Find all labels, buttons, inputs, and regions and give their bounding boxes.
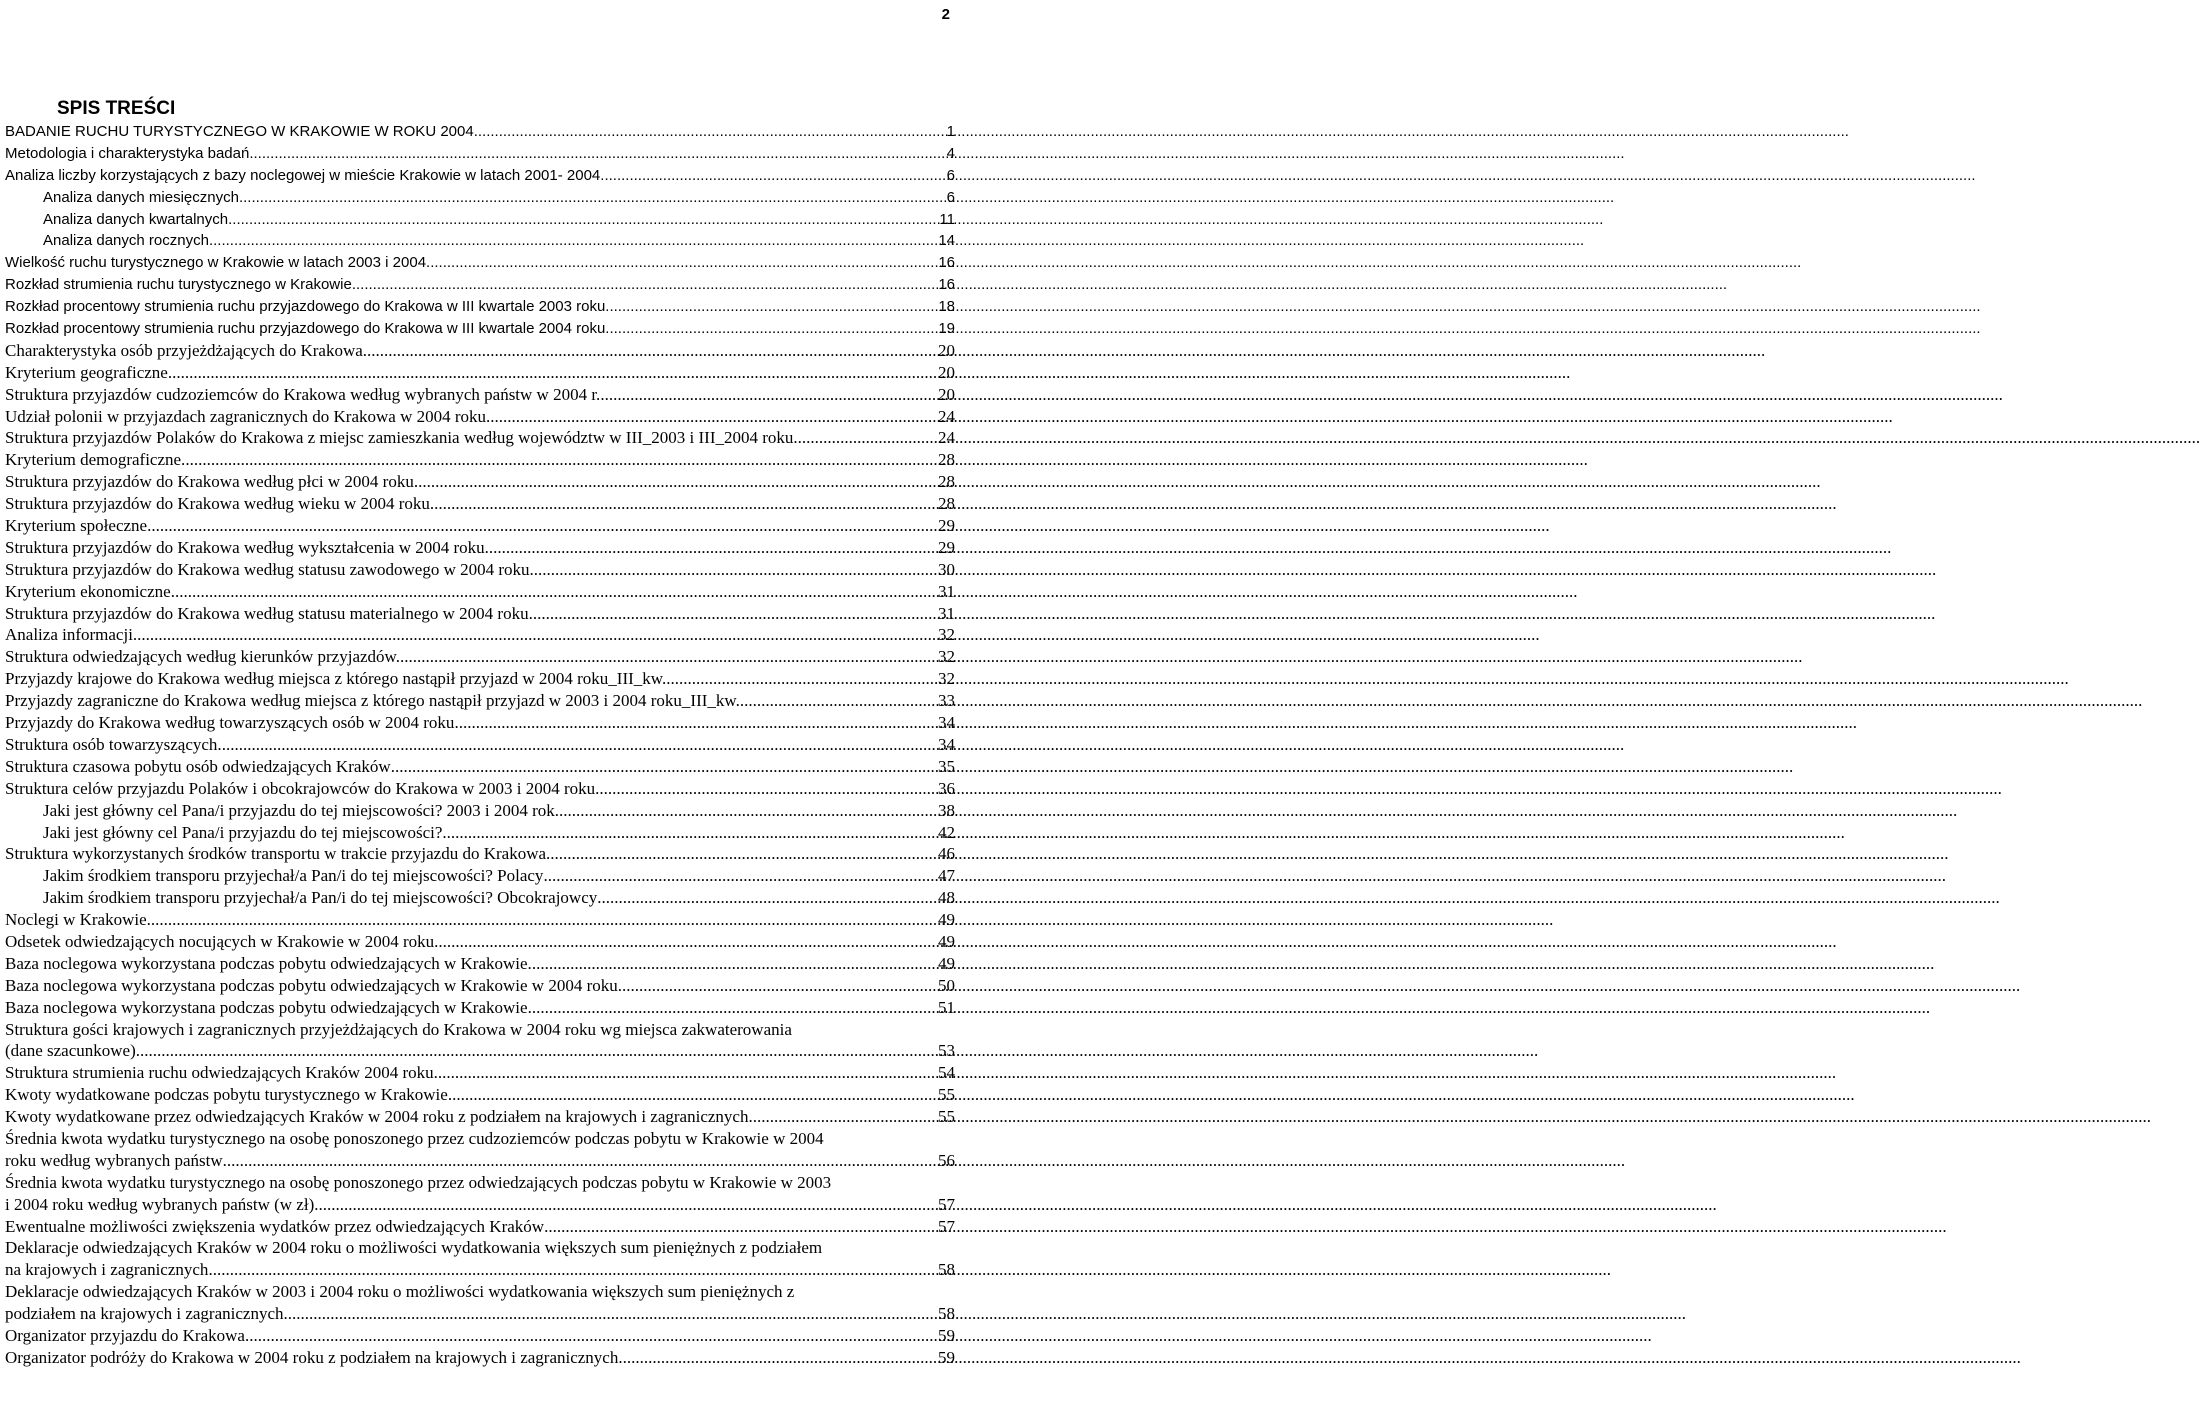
dot-leader <box>208 1259 938 1281</box>
dot-leader <box>597 887 938 909</box>
toc-entry[interactable] <box>5 209 955 231</box>
toc-entry[interactable] <box>5 537 955 559</box>
toc-entry[interactable] <box>5 997 955 1019</box>
toc-entry-text: Struktura gości krajowych i zagranicznych przyjeżdżających do Krakowa w 2004 roku wg miejsca zakwaterowania <box>5 1019 792 1039</box>
toc-entry-text: Baza noclegowa wykorzystana podczas pobytu odwiedzających w Krakowie <box>5 997 528 1017</box>
dot-leader <box>239 187 947 209</box>
dot-leader <box>528 997 938 1019</box>
dot-leader <box>434 1062 938 1084</box>
toc-entry-page-number: 57 <box>938 1216 955 1236</box>
toc-entry-text: Struktura przyjazdów do Krakowa według statusu materialnego w 2004 roku. <box>5 603 533 623</box>
toc-entry-text: Udział polonii w przyjazdach zagranicznych do Krakowa w 2004 roku. <box>5 406 491 426</box>
toc-entry[interactable] <box>5 975 955 997</box>
toc-entry-page-number: 55 <box>938 1107 955 1127</box>
dot-leader <box>209 230 938 252</box>
toc-entry-page-number: 35 <box>938 756 955 776</box>
toc-entry-text: Struktura przyjazdów do Krakowa według statusu zawodowego w 2004 roku. <box>5 559 534 579</box>
dot-leader <box>442 822 938 844</box>
toc-entry-text: Struktura wykorzystanych środków transportu w trakcie przyjazdu do Krakowa <box>5 844 547 864</box>
toc-entry-page-number: 33 <box>938 691 955 711</box>
toc-entry-text: Jaki jest główny cel Pana/i przyjazdu do tej miejscowości? 2003 i 2004 rok <box>43 800 555 820</box>
toc-entry[interactable] <box>5 406 955 428</box>
toc-entry[interactable] <box>5 121 955 143</box>
toc-entry-text: Rozkład strumienia ruchu turystycznego w Krakowie <box>5 276 352 294</box>
toc-entry-text: Przyjazdy krajowe do Krakowa według miejsca z którego nastąpił przyjazd w 2004 roku_III_kw. <box>5 669 667 689</box>
dot-leader <box>137 624 938 646</box>
toc-entry[interactable] <box>5 690 955 712</box>
toc-entry-page-number: 31 <box>938 603 955 623</box>
dot-leader <box>452 1084 938 1106</box>
toc-entry[interactable] <box>5 822 955 844</box>
dot-leader <box>544 1216 938 1238</box>
toc-entry[interactable] <box>5 340 955 362</box>
toc-entry-page-number: 32 <box>938 669 955 689</box>
toc-entry-page-number: 6 <box>946 166 955 184</box>
toc-entry-text: Analiza liczby korzystających z bazy noclegowej w mieście Krakowie w latach 2001- 2004 <box>5 166 601 184</box>
toc-entry[interactable] <box>5 931 955 953</box>
toc-entry[interactable] <box>5 230 955 252</box>
dot-leader <box>283 1303 938 1325</box>
toc-entry-text: podziałem na krajowych i zagranicznych <box>5 1304 284 1324</box>
toc-entry-text: Deklaracje odwiedzających Kraków w 2003 i 2004 roku o możliwości wydatkowania większych sum pieniężnych z <box>5 1282 795 1302</box>
toc-entry-text: Kryterium ekonomiczne. <box>5 581 175 601</box>
toc-entry[interactable] <box>5 384 955 406</box>
toc-entry-page-number: 46 <box>938 844 955 864</box>
dot-leader <box>400 646 938 668</box>
toc-entry-text: Analiza danych miesięcznych <box>43 188 239 206</box>
dot-leader <box>605 318 938 340</box>
toc-entry-page-number: 42 <box>938 822 955 842</box>
dot-leader <box>600 165 946 187</box>
dot-leader <box>147 515 938 537</box>
toc-entry[interactable] <box>5 559 955 581</box>
toc-entry[interactable] <box>5 624 955 646</box>
toc-entry-text: Kryterium społeczne <box>5 516 148 536</box>
toc-entry-page-number: 30 <box>938 559 955 579</box>
dot-leader <box>175 581 938 603</box>
toc-entry-text: Metodologia i charakterystyka badań <box>5 144 250 162</box>
dot-leader <box>434 931 938 953</box>
toc-entry-page-number: 49 <box>938 910 955 930</box>
dot-leader <box>418 471 938 493</box>
toc-entry-text: Kwoty wydatkowane podczas pobytu turystycznego w Krakowie. <box>5 1085 453 1105</box>
dot-leader <box>185 449 938 471</box>
dot-leader <box>228 209 939 231</box>
toc-entry-page-number: 16 <box>938 254 955 272</box>
toc-entry[interactable] <box>5 362 955 384</box>
dot-leader <box>391 756 938 778</box>
toc-entry-page-number: 6 <box>946 188 955 206</box>
toc-entry[interactable] <box>5 712 955 734</box>
dot-leader <box>740 690 938 712</box>
toc-entry-text: Baza noclegowa wykorzystana podczas pobytu odwiedzających w Krakowie. <box>5 953 532 973</box>
toc-entry-page-number: 34 <box>938 734 955 754</box>
dot-leader <box>599 778 938 800</box>
toc-entry-page-number: 55 <box>938 1085 955 1105</box>
toc-entry-text: Struktura celów przyjazdu Polaków i obcokrajowców do Krakowa w 2003 i 2004 roku. <box>5 778 600 798</box>
toc-entry-text: Deklaracje odwiedzających Kraków w 2004 roku o możliwości wydatkowania większych sum pieniężnych z podziałem <box>5 1238 823 1258</box>
toc-entry-page-number: 32 <box>938 625 955 645</box>
toc-entry-text: Ewentualne możliwości zwiększenia wydatków przez odwiedzających Kraków <box>5 1216 545 1236</box>
toc-entry-page-number: 34 <box>938 713 955 733</box>
dot-leader <box>352 274 939 296</box>
toc-entry-text: Charakterystyka osób przyjeżdżających do Krakowa <box>5 340 363 360</box>
dot-leader <box>618 975 938 997</box>
toc-entry-page-number: 29 <box>938 516 955 536</box>
dot-leader <box>533 603 938 625</box>
toc-entry-page-number: 24 <box>938 406 955 426</box>
toc-entry[interactable] <box>5 252 955 274</box>
toc-entry[interactable] <box>5 603 955 625</box>
toc-entry-text: Struktura osób towarzyszących. <box>5 734 222 754</box>
toc-entry-text: Jaki jest główny cel Pana/i przyjazdu do tej miejscowości? <box>43 822 443 842</box>
toc-entry-page-number: 28 <box>938 450 955 470</box>
toc-entry[interactable] <box>5 646 955 668</box>
toc-entry-page-number: 36 <box>938 778 955 798</box>
toc-entry-text: Kwoty wydatkowane przez odwiedzających Kraków w 2004 roku z podziałem na krajowych i zagranicznych <box>5 1107 749 1127</box>
toc-entry-page-number: 59 <box>938 1347 955 1367</box>
toc-entry-page-number: 28 <box>938 472 955 492</box>
toc-entry[interactable] <box>5 778 955 800</box>
table-of-contents <box>5 121 955 1369</box>
toc-entry-page-number: 59 <box>938 1325 955 1345</box>
dot-leader <box>600 384 938 406</box>
dot-leader <box>136 1040 938 1062</box>
toc-entry-text: Kryterium geograficzne <box>5 362 168 382</box>
toc-entry-text: Rozkład procentowy strumienia ruchu przyjazdowego do Krakowa w III kwartale 2004 roku <box>5 320 606 338</box>
toc-entry[interactable] <box>5 887 955 909</box>
toc-entry[interactable] <box>5 296 955 318</box>
dot-leader <box>474 121 947 143</box>
toc-entry[interactable] <box>5 756 955 778</box>
toc-entry[interactable] <box>5 953 955 975</box>
toc-entry-first-line <box>5 1281 955 1303</box>
toc-entry[interactable] <box>5 143 955 165</box>
toc-entry-page-number: 11 <box>939 210 955 228</box>
toc-entry-first-line <box>5 1128 955 1150</box>
toc-entry-text: Struktura przyjazdów do Krakowa według płci w 2004 roku. <box>5 472 419 492</box>
dot-leader <box>534 559 938 581</box>
toc-entry[interactable] <box>5 274 955 296</box>
toc-entry-text: Struktura przyjazdów do Krakowa według wykształcenia w 2004 roku. <box>5 537 489 557</box>
toc-entry-text: Odsetek odwiedzających nocujących w Krakowie w 2004 roku <box>5 931 435 951</box>
dot-leader <box>314 1194 938 1216</box>
toc-entry-text: Jakim środkiem transporu przyjechał/a Pan/i do tej miejscowości? Polacy <box>43 866 544 886</box>
dot-leader <box>666 668 938 690</box>
toc-entry-page-number: 50 <box>938 975 955 995</box>
toc-entry-page-number: 29 <box>938 537 955 557</box>
toc-entry-page-number: 38 <box>938 800 955 820</box>
toc-entry[interactable] <box>5 734 955 756</box>
toc-entry[interactable] <box>5 515 955 537</box>
toc-entry-text: Struktura strumienia ruchu odwiedzających Kraków 2004 roku <box>5 1063 434 1083</box>
toc-entry-text: Rozkład procentowy strumienia ruchu przyjazdowego do Krakowa w III kwartale 2003 roku <box>5 298 606 316</box>
dot-leader <box>605 296 938 318</box>
toc-entry-text: Analiza danych rocznych <box>43 232 209 250</box>
dot-leader <box>555 800 938 822</box>
toc-entry-text: Organizator przyjazdu do Krakowa. <box>5 1325 250 1345</box>
toc-entry-page-number: 14 <box>938 232 955 250</box>
toc-entry-text: (dane szacunkowe) <box>5 1041 136 1061</box>
toc-entry-text: i 2004 roku według wybranych państw (w zł) <box>5 1194 315 1214</box>
dot-leader <box>223 1150 938 1172</box>
toc-entry[interactable] <box>5 1303 955 1325</box>
toc-entry-page-number: 47 <box>938 866 955 886</box>
toc-entry-page-number: 18 <box>938 298 955 316</box>
toc-entry-text: Struktura przyjazdów do Krakowa według wieku w 2004 roku. <box>5 494 435 514</box>
toc-entry[interactable] <box>5 581 955 603</box>
toc-entry-first-line <box>5 1019 955 1041</box>
toc-entry-page-number: 16 <box>938 276 955 294</box>
toc-entry-text: Organizator podróży do Krakowa w 2004 roku z podziałem na krajowych i zagranicznych <box>5 1347 619 1367</box>
toc-entry-text: Średnia kwota wydatku turystycznego na osobę ponoszonego przez odwiedzających podczas pobytu w Krakowie w 2003 <box>5 1172 832 1192</box>
dot-leader <box>151 909 938 931</box>
dot-leader <box>490 406 938 428</box>
dot-leader <box>249 1325 938 1347</box>
toc-entry[interactable] <box>5 865 955 887</box>
dot-leader <box>222 734 938 756</box>
toc-entry-text: Średnia kwota wydatku turystycznego na osobę ponoszonego przez cudzoziemców podczas pobytu w Krakowie w 2004 <box>5 1128 824 1148</box>
toc-entry[interactable] <box>5 909 955 931</box>
toc-entry-page-number: 49 <box>938 953 955 973</box>
toc-entry-text: roku według wybranych państw <box>5 1150 223 1170</box>
toc-entry-text: Struktura przyjazdów Polaków do Krakowa z miejsc zamieszkania według województw w III_2003 i III_2004 roku. <box>5 428 798 448</box>
dot-leader <box>249 143 946 165</box>
toc-entry-text: Noclegi w Krakowie. <box>5 910 151 930</box>
toc-title: SPIS TREŚCI <box>57 98 176 119</box>
toc-entry-text: Przyjazdy do Krakowa według towarzyszących osób w 2004 roku <box>5 713 455 733</box>
toc-entry-text: BADANIE RUCHU TURYSTYCZNEGO W KRAKOWIE W ROKU 2004 <box>5 123 474 140</box>
toc-entry-page-number: 54 <box>938 1063 955 1083</box>
toc-entry[interactable] <box>5 1106 955 1128</box>
toc-entry-page-number: 20 <box>938 362 955 382</box>
toc-entry[interactable] <box>5 1347 955 1369</box>
toc-entry-page-number: 51 <box>938 997 955 1017</box>
toc-entry[interactable] <box>5 1084 955 1106</box>
toc-entry-text: na krajowych i zagranicznych <box>5 1260 209 1280</box>
dot-leader <box>426 252 938 274</box>
dot-leader <box>546 843 938 865</box>
toc-entry[interactable] <box>5 1150 955 1172</box>
toc-entry-page-number: 19 <box>938 320 955 338</box>
toc-entry-text: Struktura przyjazdów cudzoziemców do Krakowa według wybranych państw w 2004 r. <box>5 384 601 404</box>
toc-entry-text: Przyjazdy zagraniczne do Krakowa według miejsca z którego nastąpił przyjazd w 2003 i 2004 roku_III_kw. <box>5 691 740 711</box>
toc-entry-page-number: 53 <box>938 1041 955 1061</box>
toc-entry[interactable] <box>5 1062 955 1084</box>
toc-entry-page-number: 58 <box>938 1304 955 1324</box>
toc-entry[interactable] <box>5 1216 955 1238</box>
toc-entry-text: Struktura czasowa pobytu osób odwiedzających Kraków <box>5 756 391 776</box>
toc-entry[interactable] <box>5 843 955 865</box>
toc-entry[interactable] <box>5 471 955 493</box>
toc-entry[interactable] <box>5 668 955 690</box>
toc-entry[interactable] <box>5 800 955 822</box>
toc-entry-page-number: 28 <box>938 494 955 514</box>
toc-entry-page-number: 1 <box>946 123 955 140</box>
toc-entry-page-number: 24 <box>938 428 955 448</box>
toc-entry-text: Struktura odwiedzających według kierunków przyjazdów. <box>5 647 400 667</box>
toc-entry[interactable] <box>5 1040 955 1062</box>
toc-entry-text: Kryterium demograficzne. <box>5 450 186 470</box>
toc-entry-page-number: 57 <box>938 1194 955 1214</box>
toc-entry-page-number: 31 <box>938 581 955 601</box>
toc-entry-text: Baza noclegowa wykorzystana podczas pobytu odwiedzających w Krakowie w 2004 roku <box>5 975 618 995</box>
toc-entry[interactable] <box>5 427 955 449</box>
toc-entry-page-number: 49 <box>938 931 955 951</box>
dot-leader <box>748 1106 938 1128</box>
dot-leader <box>798 427 938 449</box>
toc-entry[interactable] <box>5 493 955 515</box>
toc-entry[interactable] <box>5 449 955 471</box>
toc-entry-page-number: 20 <box>938 340 955 360</box>
dot-leader <box>168 362 938 384</box>
toc-entry-text: Analiza danych kwartalnych <box>43 210 229 228</box>
dot-leader <box>618 1347 938 1369</box>
dot-leader <box>454 712 938 734</box>
toc-entry-text: Wielkość ruchu turystycznego w Krakowie w latach 2003 i 2004 <box>5 254 427 272</box>
toc-entry-first-line <box>5 1172 955 1194</box>
toc-entry[interactable] <box>5 1194 955 1216</box>
toc-entry[interactable] <box>5 1259 955 1281</box>
dot-leader <box>543 865 938 887</box>
toc-entry-page-number: 56 <box>938 1150 955 1170</box>
toc-entry-text: Jakim środkiem transporu przyjechał/a Pan/i do tej miejscowości? Obcokrajowcy <box>43 888 598 908</box>
toc-entry[interactable] <box>5 187 955 209</box>
toc-entry-page-number: 32 <box>938 647 955 667</box>
toc-entry-page-number: 20 <box>938 384 955 404</box>
toc-entry-page-number: 4 <box>946 144 955 162</box>
dot-leader <box>532 953 938 975</box>
toc-entry-text: Analiza informacji. <box>5 625 138 645</box>
dot-leader <box>363 340 938 362</box>
dot-leader <box>489 537 938 559</box>
dot-leader <box>434 493 938 515</box>
page-number: 2 <box>941 6 950 23</box>
toc-entry-first-line <box>5 1237 955 1259</box>
toc-entry[interactable] <box>5 318 955 340</box>
toc-entry-page-number: 58 <box>938 1260 955 1280</box>
toc-entry[interactable] <box>5 1325 955 1347</box>
toc-entry[interactable] <box>5 165 955 187</box>
toc-entry-page-number: 48 <box>938 888 955 908</box>
